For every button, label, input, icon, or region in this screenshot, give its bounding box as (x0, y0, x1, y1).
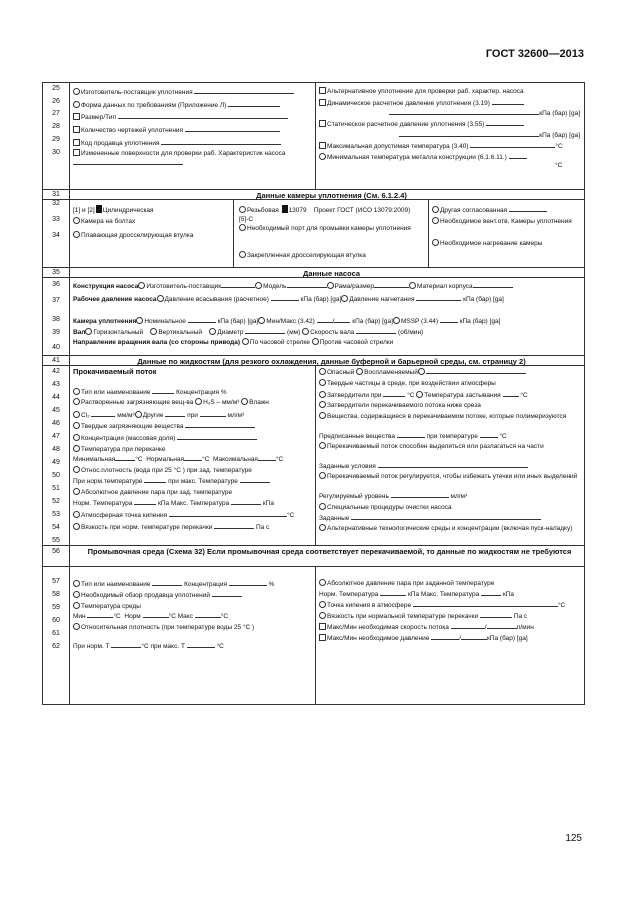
solid-contaminants-field[interactable]: Твердые загрязняющие вещества (73, 421, 255, 431)
flush-boiling-point-option[interactable]: Точка кипения в атмосфере °С (319, 600, 565, 610)
radio-icon[interactable] (85, 328, 92, 335)
radio-icon[interactable] (341, 295, 348, 302)
radio-icon[interactable] (73, 602, 80, 609)
radio-icon[interactable] (135, 411, 142, 418)
radio-icon[interactable] (258, 317, 265, 324)
data-form-field[interactable]: Форма данных по требованиям (Приложение Л) (73, 100, 280, 110)
row-num: 47 (52, 433, 60, 440)
checkbox-icon[interactable] (319, 623, 326, 630)
concentration-field[interactable]: Концентрация (массовая доля) (73, 433, 257, 443)
fluid-type-field[interactable]: Тип или наименование Концентрация % (73, 387, 227, 397)
flush-temp-values[interactable]: Мин °С Норм °С Макс °С (73, 613, 229, 620)
radio-icon[interactable] (73, 580, 80, 587)
hazard-options[interactable]: Опасный Воспламеняемый (319, 367, 526, 377)
seal-manufacturer-field[interactable]: Изготовитель-поставщик уплотнения (73, 87, 294, 97)
row-num: 38 (52, 316, 60, 323)
row-num: 33 (52, 216, 60, 223)
vapor-pressure-values[interactable]: Норм. Температура кПа Макс. Температура кПа (73, 500, 274, 507)
radio-icon[interactable] (73, 411, 80, 418)
row-num: 60 (52, 617, 60, 624)
radio-icon[interactable] (418, 368, 425, 375)
radio-icon[interactable] (302, 328, 309, 335)
radio-icon[interactable] (73, 398, 80, 405)
flush-temp-label[interactable]: Температура среды (73, 602, 141, 611)
row-num: 27 (52, 110, 60, 117)
vendor-review-option[interactable]: Необходимый обзор продавца уплотнений (73, 590, 242, 600)
threaded-option[interactable]: Резьбовая 13079 Проект ГОСТ (ИСО 13079:2009) (239, 205, 410, 215)
cylindrical-option[interactable]: [1] и [2] Цилиндрическая (73, 207, 154, 214)
radio-icon[interactable] (150, 328, 157, 335)
radio-icon[interactable] (319, 368, 326, 375)
radio-icon[interactable] (157, 295, 164, 302)
radio-icon[interactable] (73, 466, 80, 473)
radio-icon[interactable] (239, 206, 246, 213)
iso-ref: [5]-С (239, 216, 254, 223)
pump-temp-label[interactable]: Температура при перекачке (73, 445, 166, 454)
row-num: 40 (52, 344, 60, 351)
radio-icon[interactable] (239, 224, 246, 231)
radio-icon[interactable] (136, 317, 143, 324)
row-num: 62 (52, 643, 60, 650)
given-field[interactable]: Заданные (319, 513, 541, 523)
row-num: 32 (52, 200, 60, 207)
radio-icon[interactable] (73, 88, 80, 95)
vent-required-option[interactable]: Необходимое вент.отв. Камеры уплотнения (432, 217, 580, 226)
row-num: 55 (52, 537, 60, 544)
row-num: 50 (52, 472, 60, 479)
checkbox-icon[interactable] (319, 87, 326, 94)
row-num: 30 (52, 149, 60, 156)
radio-icon[interactable] (432, 206, 439, 213)
radio-icon[interactable] (73, 488, 80, 495)
radio-icon[interactable] (319, 524, 326, 531)
radio-icon[interactable] (319, 503, 326, 510)
flush-pressure-option[interactable]: Макс/Мин необходимое давление / кПа (бар) [gа] (319, 633, 528, 643)
row-num: 54 (52, 524, 60, 531)
dynamic-pressure-unit: кПа (бар) [gа] (319, 108, 580, 118)
flush-flow-rate-option[interactable]: Макс/Мин необходимая скорость потока / л/мин (319, 622, 534, 632)
min-metal-temp-unit: °C (555, 162, 563, 169)
cl2-field[interactable]: Cl₂ мм/м³ Другие при мл/м³ (73, 410, 244, 420)
checkbox-icon[interactable] (73, 139, 80, 146)
row-num: 58 (52, 591, 60, 598)
floating-bushing-option[interactable]: Плавающая дросселирующая втулка (73, 231, 193, 240)
row-num: 25 (52, 85, 60, 92)
given-conditions-field[interactable]: Заданные условия (319, 461, 528, 471)
dissolved-contaminants-field[interactable]: Растворенные загрязняющие вещ-ва H₂S – мм/м³ Влажн (73, 398, 269, 407)
section-band-liquid: 41 Данные по жидкостям (для резкого охлаждения, данные буферной и барьерной среды, см. страницу 2) (43, 355, 584, 366)
datasheet-form (42, 82, 585, 705)
radio-icon[interactable] (319, 612, 326, 619)
pumped-flow-heading: Прокачиваемый поток (73, 367, 157, 376)
radio-icon[interactable] (209, 328, 216, 335)
dynamic-pressure-field[interactable]: Динамическое расчетное давление уплотнения (3.19) (319, 98, 524, 108)
radio-icon[interactable] (432, 239, 439, 246)
row-num: 45 (52, 407, 60, 414)
radio-icon[interactable] (239, 251, 246, 258)
radio-icon[interactable] (319, 401, 326, 408)
pump-construction-row[interactable]: Конструкция насоса Изготовитель-поставщик Модель Рама/размер Материал корпуса (73, 281, 513, 291)
radio-icon[interactable] (393, 317, 400, 324)
radio-icon[interactable] (73, 388, 80, 395)
seal-chamber-row[interactable]: Камера уплотнения Номинальное кПа (бар) [gа] Мин/Макс (3.42) / кПа (бар) [gа] MSSP (3.44) кПа (бар) [gа] (73, 318, 501, 325)
hardeners-field[interactable]: Затвердители при °С Температура застывания °С (319, 390, 528, 400)
radio-icon[interactable] (73, 434, 80, 441)
vapor-pressure-field[interactable]: Абсолютное давление пара при зад. температуре (73, 488, 232, 497)
radio-icon[interactable] (195, 398, 202, 405)
radio-icon[interactable] (319, 412, 326, 419)
radio-icon[interactable] (319, 579, 326, 586)
fixed-bushing-option[interactable]: Закрепленная дросселирующая втулка (239, 251, 366, 260)
checkbox-icon[interactable] (319, 142, 326, 149)
max-temp-field[interactable]: Максимальная допустимая температура (3.40) °C (319, 141, 563, 151)
radio-icon[interactable] (242, 338, 249, 345)
radio-icon[interactable] (73, 591, 80, 598)
row-num: 34 (52, 232, 60, 239)
regulated-level-field[interactable]: Регулируемый уровень мл/м³ (319, 493, 468, 500)
alt-seal-field[interactable]: Альтернативное уплотнение для проверки раб. характер. насоса (319, 87, 524, 96)
filled-box-icon (282, 205, 288, 213)
radio-icon[interactable] (319, 391, 326, 398)
checkbox-icon[interactable] (319, 120, 326, 127)
radio-icon[interactable] (409, 282, 416, 289)
size-type-field[interactable]: Размер/Тип (73, 112, 288, 122)
row-num: 44 (52, 394, 60, 401)
section-band-flush: 56 Промывочная среда (Схема 32) Если промывочная среда соответствует перекачиваемой, то данные по жидкостям не требуются (43, 545, 584, 567)
checkbox-icon[interactable] (319, 634, 326, 641)
polymerizing-substances-option[interactable]: Вещества, содержащиеся в перекачиваемом потоке, которые полимеризуются (319, 412, 581, 421)
radio-icon[interactable] (319, 442, 326, 449)
radio-icon[interactable] (319, 472, 326, 479)
min-metal-temp-field[interactable]: Минимальная температура металла конструкции (6.1.6.11.) (319, 152, 527, 162)
radio-icon[interactable] (432, 217, 439, 224)
radio-icon[interactable] (416, 391, 423, 398)
radio-icon[interactable] (73, 422, 80, 429)
radio-icon[interactable] (356, 368, 363, 375)
drawing-count-field[interactable]: Количество чертежей уплотнения (73, 125, 280, 135)
radio-icon[interactable] (73, 101, 80, 108)
static-pressure-field[interactable]: Статическое расчетное давление уплотнения (3.55) (319, 119, 524, 129)
radio-icon[interactable] (255, 282, 262, 289)
flush-vapor-pressure-option[interactable]: Абсолютное давление пара при заданной температуре (319, 579, 494, 588)
section-band-pump: 35 Данные насоса (43, 267, 584, 278)
row-num: 49 (52, 459, 60, 466)
radio-icon[interactable] (241, 398, 248, 405)
checkbox-icon[interactable] (73, 126, 80, 133)
col-divider (315, 83, 316, 189)
flush-density-values[interactable]: При норм. Т °С при макс. Т °С (73, 643, 224, 650)
vendor-code-field[interactable]: Код продавца уплотнения (73, 138, 281, 148)
radio-icon[interactable] (319, 601, 326, 608)
checkbox-icon[interactable] (319, 99, 326, 106)
row-num: 26 (52, 98, 60, 105)
decompose-option[interactable]: Перекачиваемый поток способен выделяться или разлагаться на части (319, 442, 581, 451)
prescribed-substances-field[interactable]: Предписанные вещества при температуре °С (319, 433, 507, 440)
viscosity-field[interactable]: Вязкость при норм. температуре перекачки Па с (73, 522, 269, 532)
row-num: 61 (52, 630, 60, 637)
heating-required-option[interactable]: Необходимое нагревание камеры (432, 239, 542, 248)
radio-icon[interactable] (319, 379, 326, 386)
relative-density-field[interactable]: Относ.плотность (вода при 25 °С ) при зад. температуре (73, 466, 252, 475)
row-num: 57 (52, 578, 60, 585)
row-num: 43 (52, 381, 60, 388)
row-num: 53 (52, 511, 60, 518)
regulated-flow-option[interactable]: Перекачиваемый поток регулируется, чтобы избежать утечки или иных выделений (319, 472, 581, 481)
boiling-point-field[interactable]: Атмосферная точка кипения °С (73, 510, 294, 520)
rotation-row[interactable]: Направление вращения вала (со стороны привода) По часовой стрелке Против часовой стрелки (73, 339, 394, 346)
row-num: 39 (52, 329, 60, 336)
shaft-row[interactable]: Вал Горизонтальный Вертикальный Диаметр (мм) Скорость вала (об/мин) (73, 329, 424, 336)
row-num: 59 (52, 604, 60, 611)
checkbox-icon[interactable] (73, 149, 80, 156)
radio-icon[interactable] (73, 445, 80, 452)
radio-icon[interactable] (138, 282, 145, 289)
alt-process-media-option[interactable]: Альтернативные технологические среды и концентрации (включая пуск-наладку) (319, 524, 581, 533)
page-number: 125 (565, 833, 582, 844)
flush-viscosity-option[interactable]: Вязкость при нормальной температуре перекачки Па с (319, 611, 527, 621)
radio-icon[interactable] (319, 153, 326, 160)
section-band-chamber: 31 Данные камеры уплотнения (См. 6.1.2.4) (43, 189, 584, 200)
radio-icon[interactable] (73, 511, 80, 518)
num-col-divider (69, 83, 70, 189)
row-num: 28 (52, 123, 60, 130)
bolted-chamber-option[interactable]: Камера на болтах (73, 217, 135, 226)
cleaning-procedures-option[interactable]: Специальные процедуры очистки насоса (319, 503, 452, 512)
flush-density-option[interactable]: Относительная плотность (при температуре воды 25 °С ) (73, 623, 254, 632)
row-num: 37 (52, 297, 60, 304)
row-num: 42 (52, 368, 60, 375)
modified-surfaces-field[interactable]: Измененные поверхности для проверки раб. Характеристик насоса (73, 149, 311, 168)
radio-icon[interactable] (73, 523, 80, 530)
row-num: 51 (52, 485, 60, 492)
standard-header: ГОСТ 32600—2013 (485, 48, 584, 60)
radio-icon[interactable] (327, 282, 334, 289)
filled-box-icon (96, 205, 102, 213)
checkbox-icon[interactable] (73, 113, 80, 120)
radio-icon[interactable] (73, 217, 80, 224)
hardeners-below-cut-option[interactable]: Затвердители перекачиваемого потока ниже среза (319, 401, 481, 410)
other-agreed-option[interactable]: Другая согласованная (432, 205, 547, 215)
solids-atmosphere-option[interactable]: Твердые частицы в среде, при воздействии атмосферы (319, 379, 496, 388)
pump-pressure-row[interactable]: Рабочее давление насоса Давление всасывания (расчетное) кПа (бар) [gа] Давление нагнетания кПа (бар) [gа] (73, 296, 504, 303)
row-num: 36 (52, 281, 60, 288)
flush-port-option[interactable]: Необходимый порт для промывки камеры уплотнения (239, 224, 425, 233)
row-num: 29 (52, 136, 60, 143)
row-num: 46 (52, 420, 60, 427)
radio-icon[interactable] (73, 231, 80, 238)
flush-type-field[interactable]: Тип или наименование Концентрация % (73, 579, 274, 589)
radio-icon[interactable] (312, 338, 319, 345)
row-num: 48 (52, 446, 60, 453)
row-num: 52 (52, 498, 60, 505)
flush-vapor-values[interactable]: Норм. Температура кПа Макс. Температура кПа (319, 591, 514, 598)
static-pressure-unit: кПа (бар) [gа] (319, 130, 580, 140)
density-values-field[interactable]: При норм.температуре при макс. Температуре (73, 476, 270, 486)
radio-icon[interactable] (73, 623, 80, 630)
temp-values-field[interactable]: Минимальная °С Нормальная °С Максимальная °С (73, 456, 284, 463)
